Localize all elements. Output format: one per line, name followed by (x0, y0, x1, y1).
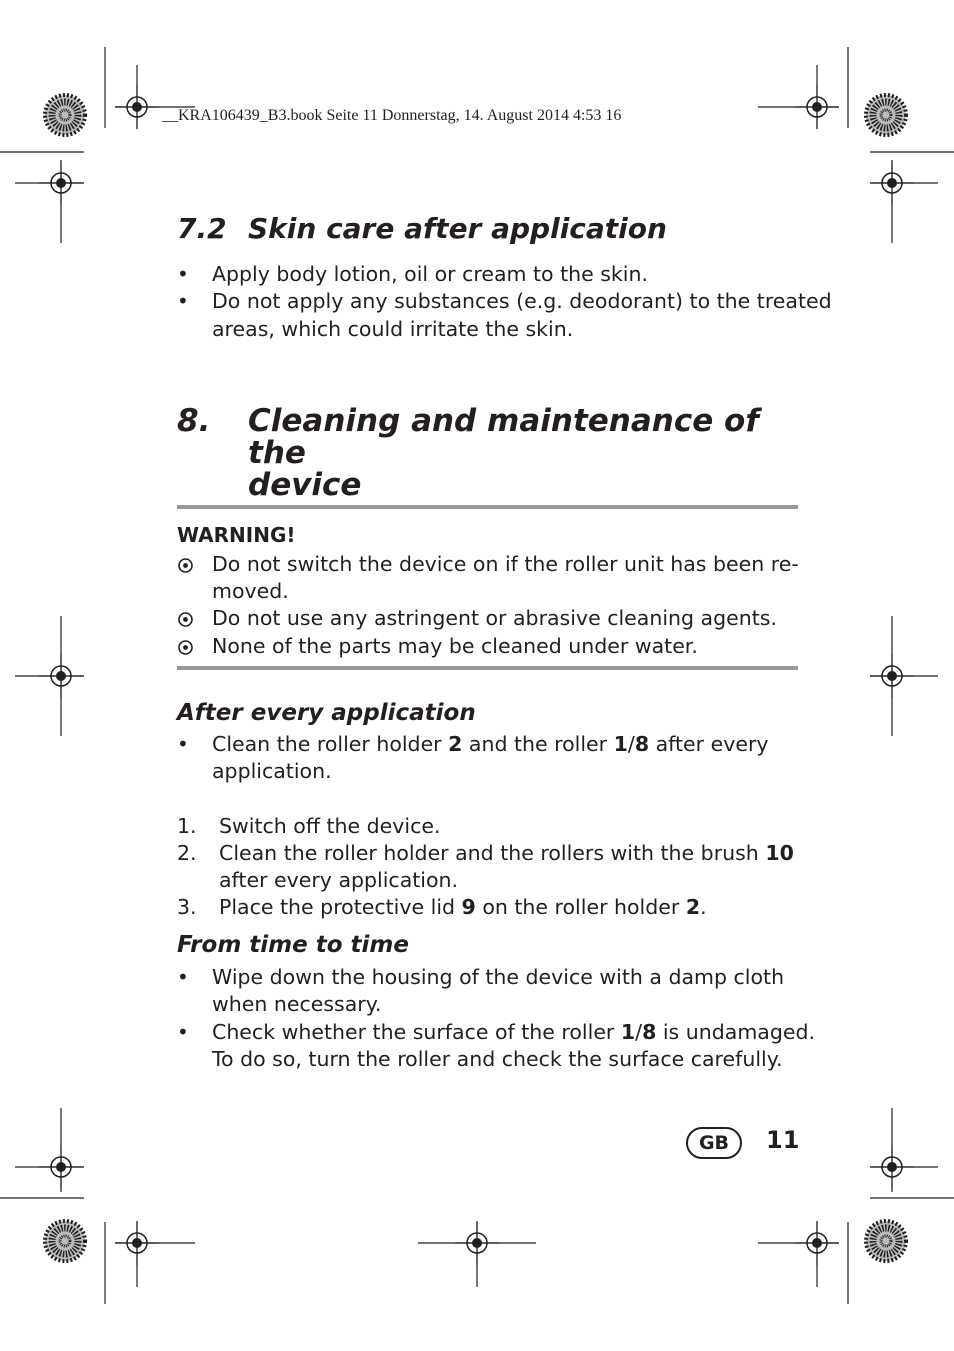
step-text: Place the protective lid 9 on the roller holder 2. (219, 895, 707, 919)
subsection-heading: After every application (177, 700, 476, 726)
bullet-marker: • (177, 262, 189, 286)
section-title-line2: device (248, 467, 362, 503)
list-item-continuation: when necessary. (212, 992, 382, 1016)
bullet-marker: • (177, 732, 189, 756)
print-header: __KRA106439_B3.book Seite 11 Donnerstag, 14. August 2014 4:53 16 (162, 107, 622, 124)
step-text: Switch off the device. (219, 814, 441, 838)
warning-item: Do not use any astringent or abrasive cleaning agents. (212, 606, 777, 630)
list-item: Apply body lotion, oil or cream to the skin. (212, 262, 649, 286)
list-item: Clean the roller holder 2 and the roller 1/8 after every (212, 732, 769, 756)
list-item: Check whether the surface of the roller 1/8 is undamaged. (212, 1020, 815, 1044)
step-number: 1. (177, 814, 197, 838)
list-item-continuation: areas, which could irritate the skin. (212, 317, 574, 341)
country-badge: GB (686, 1127, 742, 1159)
section-7-2-heading (177, 212, 667, 245)
warning-heading: WARNING! (177, 523, 296, 547)
section-number: 7.2 (177, 212, 227, 245)
circle-dot-bullet-icon (177, 611, 194, 628)
warning-top-rule (177, 505, 798, 509)
step-number: 2. (177, 841, 197, 865)
step-text: Clean the roller holder and the rollers with the brush 10 (219, 841, 794, 865)
bullet-marker: • (177, 289, 189, 313)
subsection-heading: From time to time (177, 932, 409, 958)
section-title-line1: Cleaning and maintenance of the (248, 403, 759, 471)
starburst-mark-top-left (45, 95, 85, 135)
list-item: Do not apply any substances (e.g. deodorant) to the treated (212, 289, 832, 313)
warning-bottom-rule (177, 666, 798, 670)
list-item-continuation: application. (212, 759, 332, 783)
starburst-mark-bottom-right (866, 1221, 906, 1261)
list-item-continuation: To do so, turn the roller and check the surface carefully. (212, 1047, 783, 1071)
circle-dot-bullet-icon (177, 557, 194, 574)
circle-dot-bullet-icon (177, 639, 194, 656)
section-title: Skin care after application (248, 212, 667, 245)
section-number: 8. (177, 403, 211, 439)
warning-item: None of the parts may be cleaned under water. (212, 634, 698, 658)
starburst-mark-top-right (866, 95, 906, 135)
page-number: 11 (766, 1126, 800, 1154)
bullet-marker: • (177, 965, 189, 989)
warning-item: Do not switch the device on if the roller unit has been re- (212, 552, 799, 576)
starburst-mark-bottom-left (45, 1221, 85, 1261)
step-text-continuation: after every application. (219, 868, 459, 892)
step-number: 3. (177, 895, 197, 919)
list-item: Wipe down the housing of the device with a damp cloth (212, 965, 785, 989)
warning-item-continuation: moved. (212, 579, 289, 603)
bullet-marker: • (177, 1020, 189, 1044)
